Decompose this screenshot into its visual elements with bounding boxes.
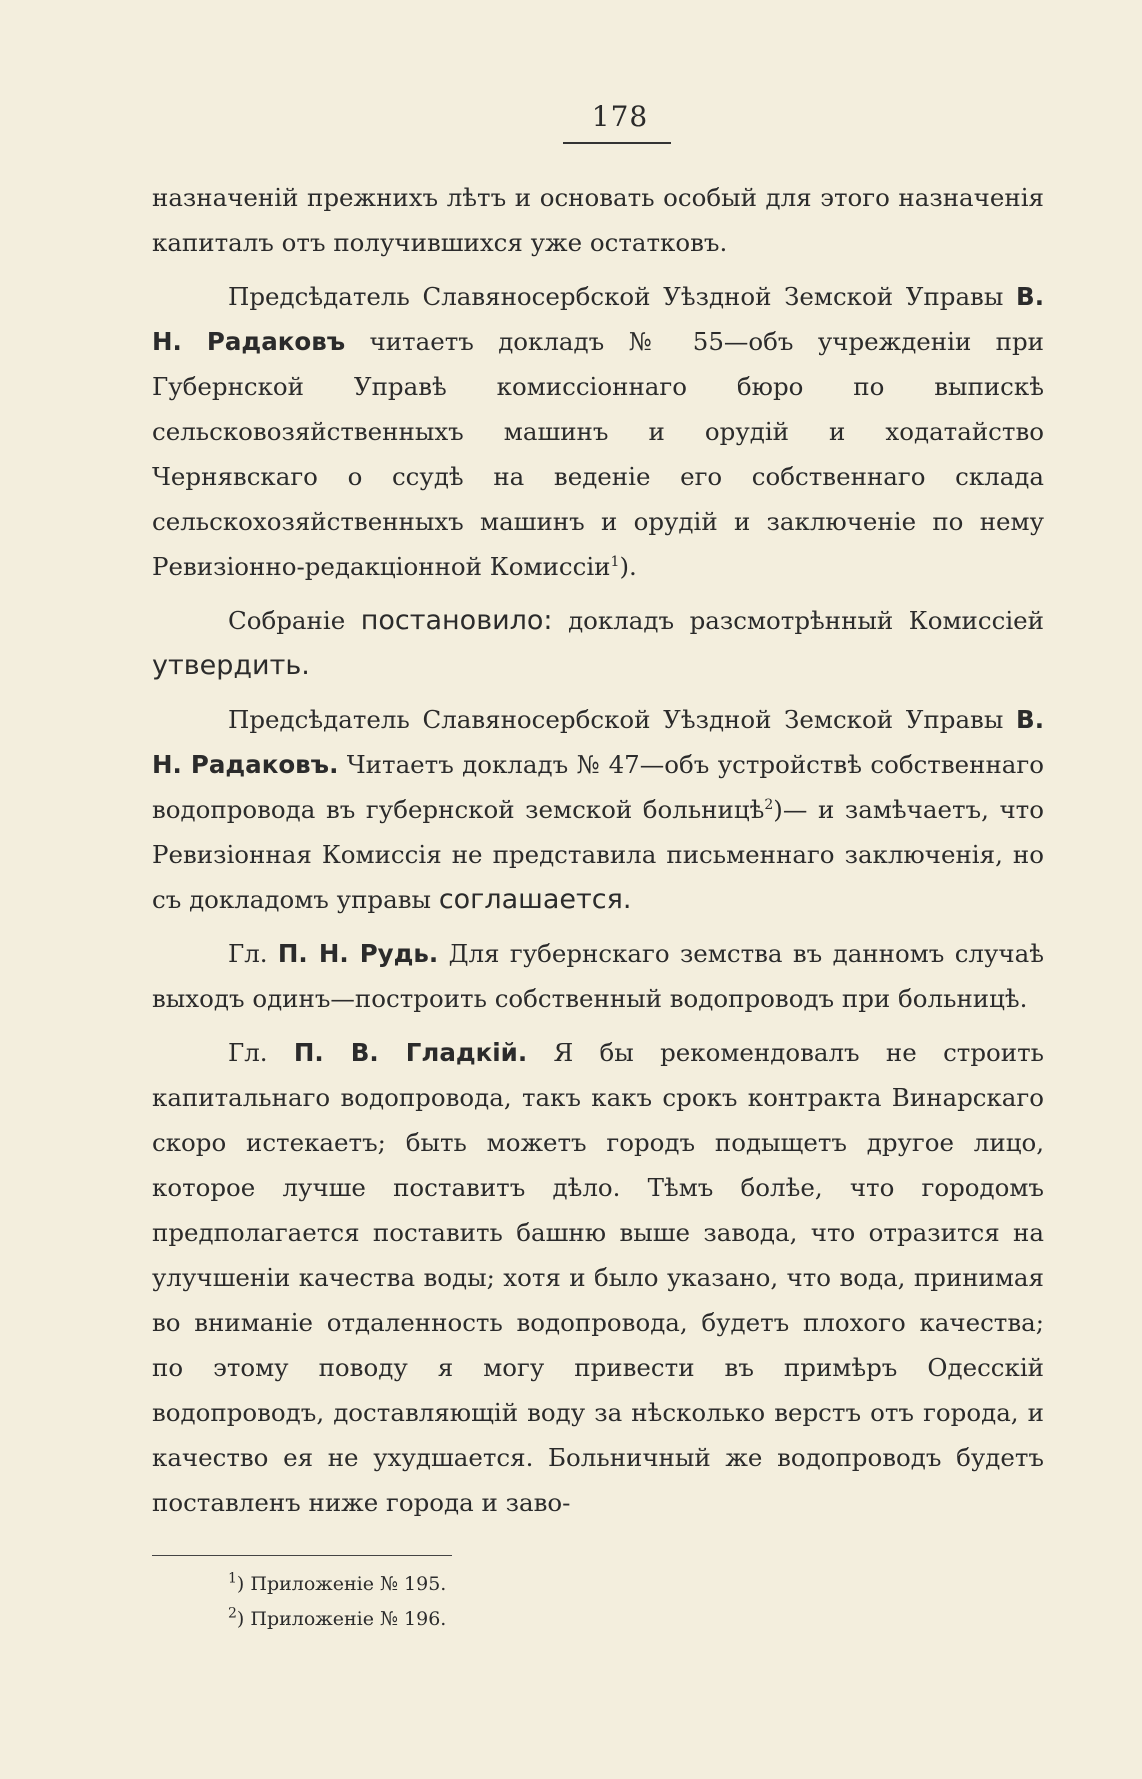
paragraph-5-body: Для губернскаго земства въ данномъ случаѣ выходъ одинъ—построить собственный водопроводъ при больницѣ. <box>152 939 1044 1013</box>
paragraph-3-intro: Собраніе <box>228 606 346 635</box>
body-text <box>152 175 1044 1534</box>
paragraph-5 <box>152 931 1044 1021</box>
paragraph-4 <box>152 697 1044 922</box>
paragraph-4-intro: Предсѣдатель Славяносербской Уѣздной Земской Управы <box>228 705 1004 734</box>
paragraph-5-prefix: Гл. <box>228 939 268 968</box>
page-number-rule <box>563 142 671 144</box>
paragraph-2-body: читаетъ докладъ № 55—объ учрежденіи при Губернской Управѣ комиссіоннаго бюро по выпискѣ сельсковозяйственныхъ машинъ и орудій и ходатайство Чернявскаго о ссудѣ на веденіе его собственнаго склада сельскохозяйственныхъ машинъ и орудій и заключеніе по нему Ревизіонно-редакціонной Комиссіи <box>152 327 1045 581</box>
footnote-2 <box>228 1602 446 1637</box>
page-number: 178 <box>591 100 649 133</box>
footnotes <box>228 1567 446 1637</box>
footnote-mark: 2 <box>228 1605 237 1622</box>
paragraph-4-body: Читаетъ докладъ № 47—объ устройствѣ собственнаго водопровода въ губернской земской больницѣ <box>152 750 1044 824</box>
footnote-ref-2: 2 <box>764 796 774 813</box>
paragraph-4-body-continued: )— и замѣчаетъ, что Ревизіонная Комиссія не представила письменнаго заключенія, но съ докладомъ управы <box>152 795 1044 914</box>
agreement-verb: соглашается. <box>438 884 632 915</box>
paragraph-2-intro: Предсѣдатель Славяносербской Уѣздной Земской Управы <box>228 282 1004 311</box>
footnote-text: ) Приложеніе № 196. <box>236 1608 447 1630</box>
resolution-outcome: утвердить. <box>152 650 310 681</box>
paragraph-3 <box>152 598 1044 688</box>
paragraph-6 <box>152 1030 1044 1525</box>
footnote-mark: 1 <box>228 1570 237 1587</box>
footnote-text: ) Приложеніе № 195. <box>236 1573 447 1595</box>
paragraph-6-prefix: Гл. <box>228 1038 268 1067</box>
footnote-1 <box>228 1567 446 1602</box>
paragraph-2 <box>152 274 1044 589</box>
resolution-verb: постановило: <box>360 605 553 636</box>
speaker-name: В. Н. Радаковъ. <box>152 705 1044 779</box>
paragraph-6-body: Я бы рекомендовалъ не строить капитальнаго водопровода, такъ какъ срокъ контракта Винарскаго скоро истекаетъ; быть можетъ городъ подыщетъ другое лицо, которое лучше поставитъ дѣло. Тѣмъ болѣе, что городомъ предполагается поставить башню выше завода, что отразится на улучшеніи качества воды; хотя и было указано, что вода, принимая во вниманіе отдаленность водопровода, будетъ плохого качества; по этому поводу я могу привести въ примѣръ Одесскій водопроводъ, доставляющій воду за нѣсколько верстъ отъ города, и качество ея не ухудшается. Больничный же водопроводъ будетъ поставленъ ниже города и заво- <box>152 1038 1044 1517</box>
paragraph-2-tail: ). <box>619 552 637 581</box>
speaker-name: В. Н. Радаковъ <box>152 282 1044 356</box>
speaker-name: П. Н. Рудь. <box>277 939 439 968</box>
speaker-name: П. В. Гладкій. <box>293 1038 528 1067</box>
paragraph-1: назначеній прежнихъ лѣтъ и основать особый для этого назначенія капиталъ отъ получившихся уже остатковъ. <box>152 183 1044 257</box>
paragraph-3-body: докладъ разсмотрѣнный Комиссіей <box>568 606 1044 635</box>
footnote-rule <box>152 1555 452 1556</box>
footnote-ref-1: 1 <box>610 553 620 570</box>
